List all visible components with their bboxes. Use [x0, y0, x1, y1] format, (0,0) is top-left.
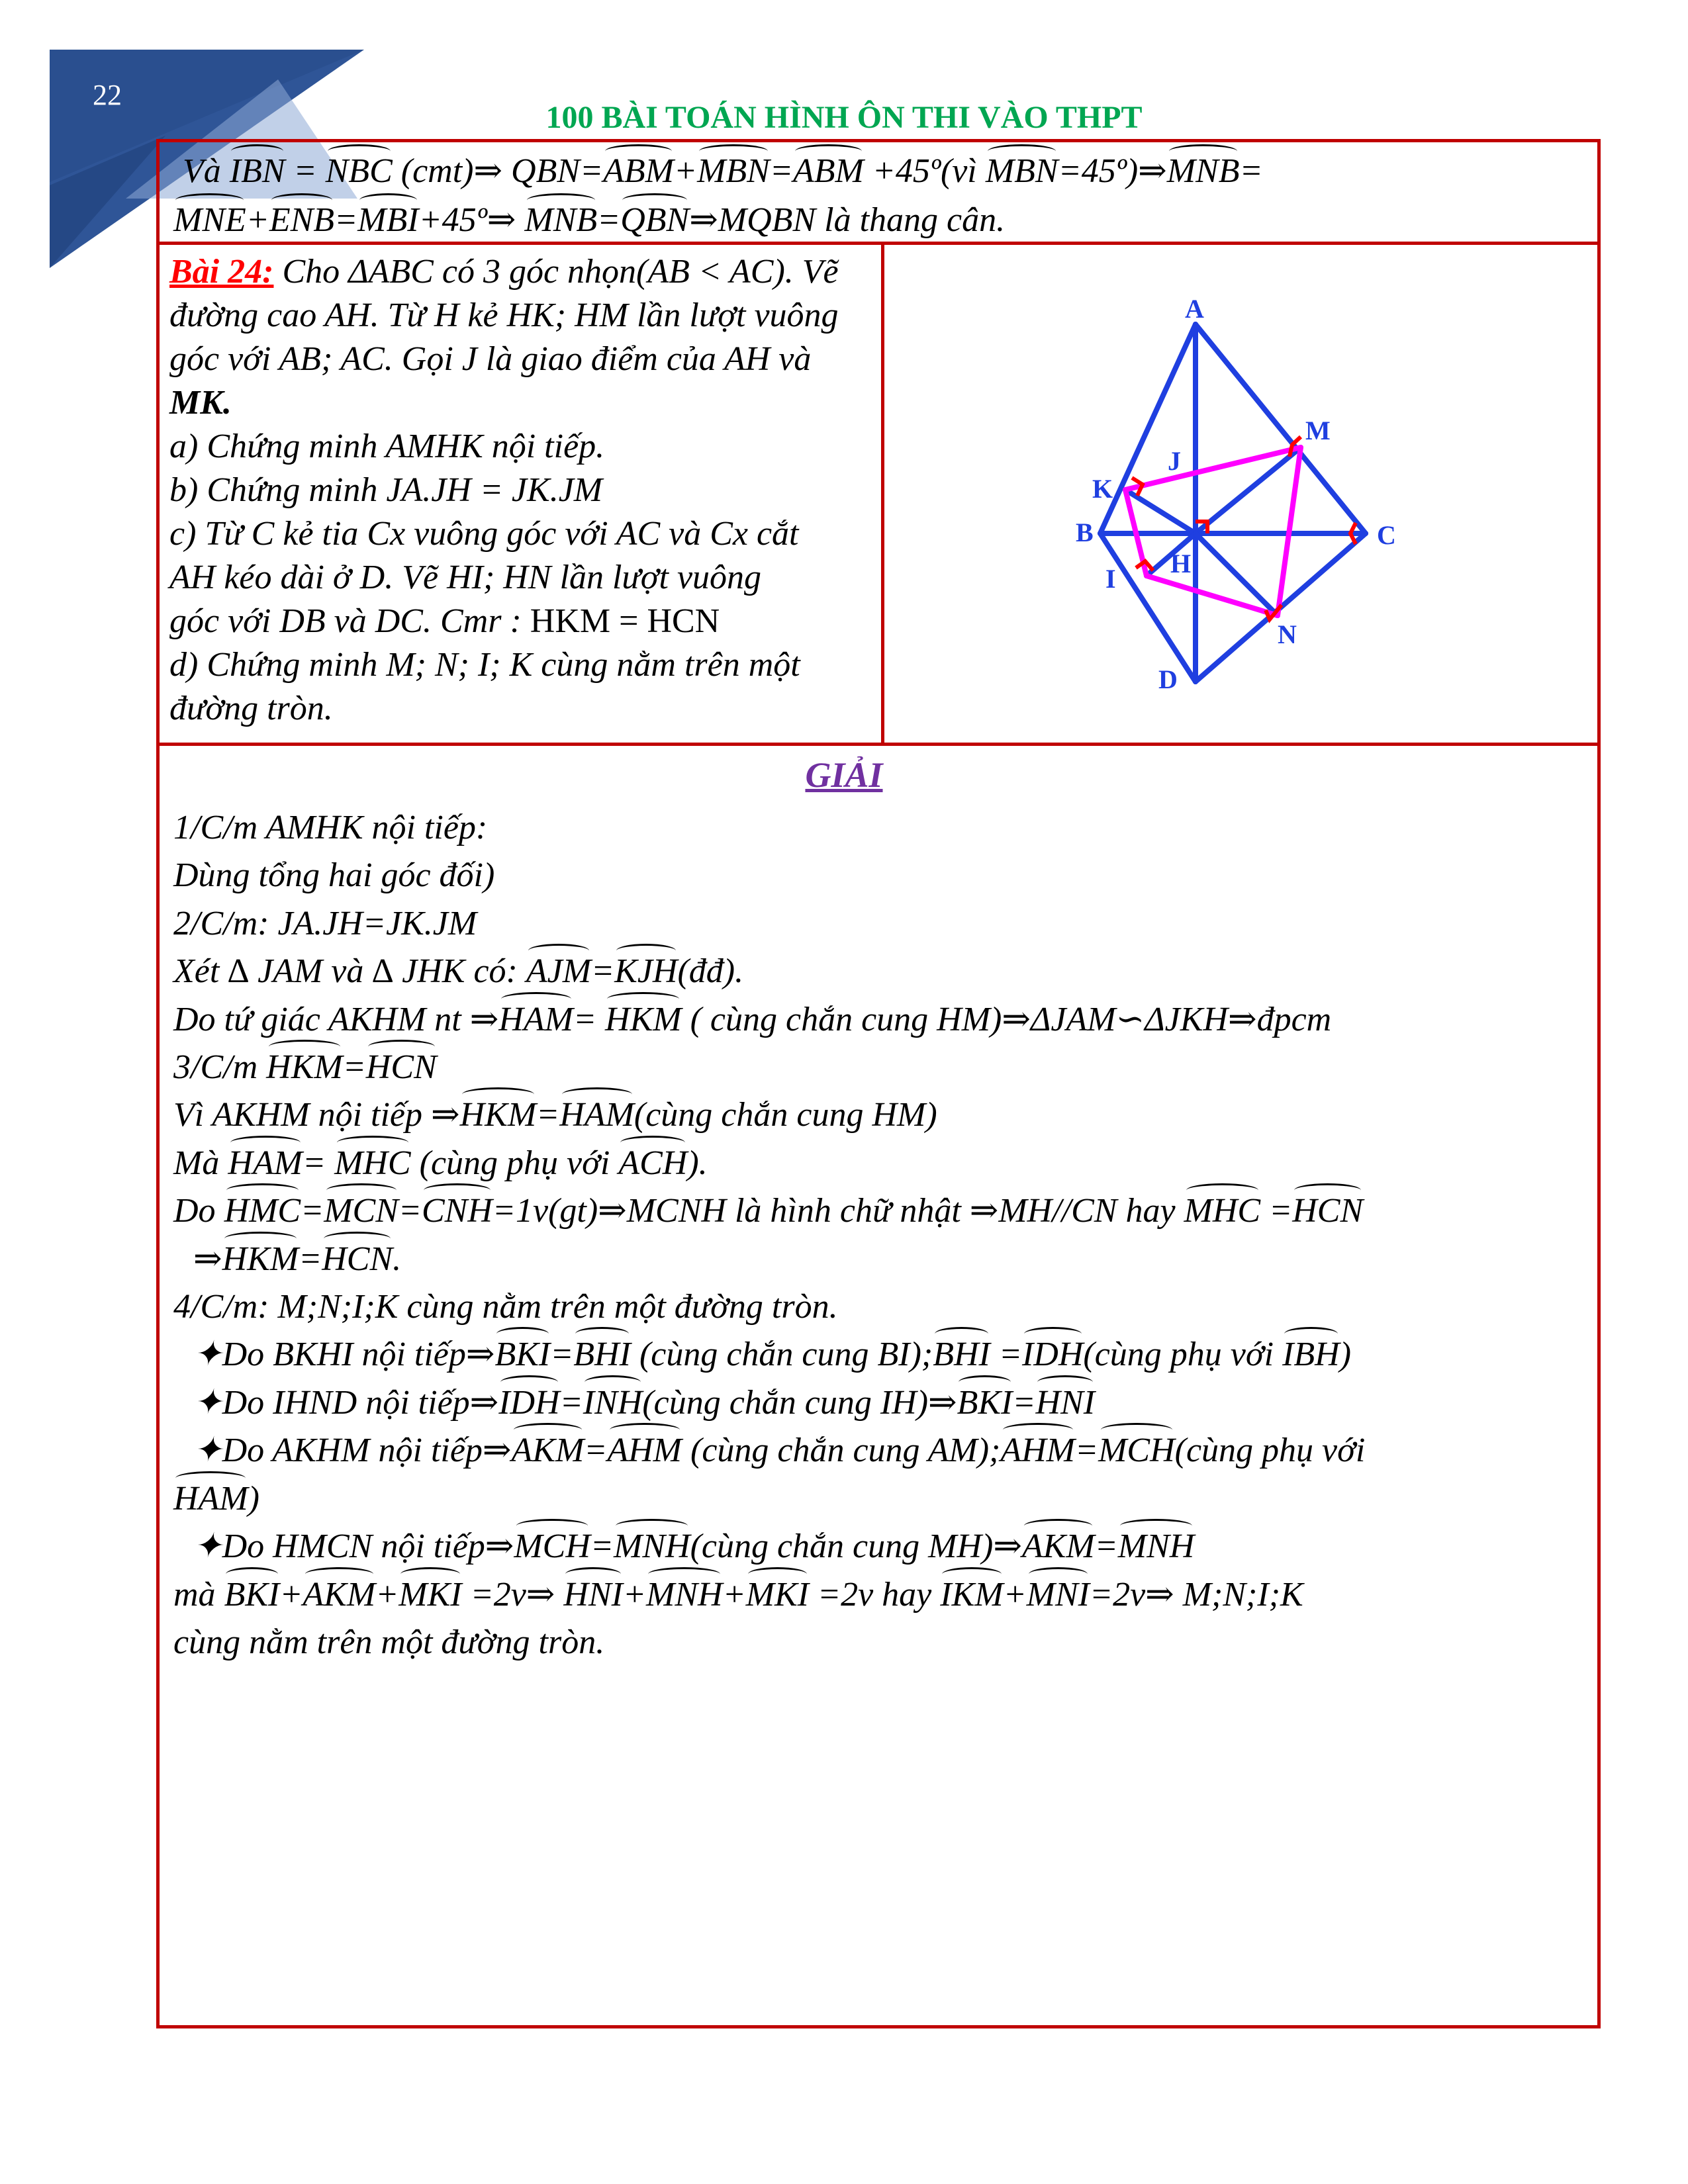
page-title: 100 BÀI TOÁN HÌNH ÔN THI VÀO THPT: [545, 100, 1143, 135]
solution-line: ⇒HKM=HCN.: [173, 1236, 1365, 1283]
solution-line: ✦Do BKHI nội tiếp⇒BKI=BHI (cùng chắn cung BI);BHI =IDH(cùng phụ với IBH): [173, 1331, 1365, 1379]
problem-line: góc với AB; AC. Gọi J là giao điểm của AH và: [169, 340, 812, 378]
problem-line: b) Chứng minh JA.JH = JK.JM: [169, 471, 603, 509]
problem-statement: [169, 250, 839, 731]
solution-line: cùng nằm trên một đường tròn.: [173, 1623, 605, 1661]
problem-line: đường tròn.: [169, 690, 333, 727]
problem-line: AH kéo dài ở D. Vẽ HI; HN lần lượt vuông: [169, 559, 762, 596]
problem-line: đường cao AH. Từ H kẻ HK; HM lần lượt vuông: [169, 296, 839, 334]
problem-line: Bài 24: Cho ΔABC có 3 góc nhọn(AB < AC). Vẽ: [169, 253, 839, 291]
problem-line: góc với DB và DC. Cmr : HKM = HCN: [169, 602, 720, 640]
solution-line: Do tứ giác AKHM nt ⇒HAM= HKM ( cùng chắn cung HM)⇒ΔJAM∽ΔJKH⇒đpcm: [173, 996, 1365, 1044]
solution-line: 4/C/m: M;N;I;K cùng nằm trên một đường tròn.: [173, 1288, 838, 1326]
solution-line: ✦Do HMCN nội tiếp⇒MCH=MNH(cùng chắn cung MH)⇒AKM=MNH: [173, 1523, 1365, 1570]
solution-line: mà BKI+AKM+MKI =2v⇒ HNI+MNH+MKI =2v hay IKM+MNI=2v⇒ M;N;I;K: [173, 1571, 1365, 1619]
solution-body: [173, 804, 1365, 1666]
segment-ac: [1196, 324, 1366, 533]
continuation-line-1: Và IBN = NBC (cmt)⇒ QBN=ABM+MBN=ABM +45º(vì MBN=45º)⇒MNB=: [183, 148, 1263, 195]
label-k: K: [1092, 474, 1113, 504]
solution-line: 2/C/m: JA.JH=JK.JM: [173, 904, 477, 942]
problem-line: d) Chứng minh M; N; I; K cùng nằm trên một: [169, 646, 800, 684]
solution-title: GIẢI: [805, 755, 883, 795]
geometry-diagram: [887, 248, 1589, 738]
solution-line: Dùng tổng hai góc đối): [173, 856, 495, 895]
problem-line: MK.: [169, 384, 232, 422]
label-n: N: [1278, 619, 1297, 649]
solution-line: Xét ∆ JAM và ∆ JHK có: AJM=KJH(đđ).: [173, 948, 1365, 995]
solution-line: ✦Do AKHM nội tiếp⇒AKM=AHM (cùng chắn cung AM);AHM=MCH(cùng phụ với: [173, 1427, 1365, 1475]
label-c: C: [1377, 520, 1396, 550]
label-d: D: [1158, 664, 1178, 694]
page-number: 22: [93, 79, 122, 111]
label-m: M: [1305, 416, 1331, 445]
problem-label: Bài 24:: [169, 253, 274, 291]
solution-line: 1/C/m AMHK nội tiếp:: [173, 809, 488, 846]
solution-line: ✦Do IHND nội tiếp⇒IDH=INH(cùng chắn cung IH)⇒BKI=HNI: [173, 1379, 1365, 1427]
label-j: J: [1168, 446, 1181, 476]
label-h: H: [1170, 549, 1192, 578]
solution-line: HAM): [173, 1475, 1365, 1523]
solution-line: 3/C/m HKM=HCN: [173, 1044, 1365, 1091]
label-a: A: [1185, 294, 1204, 324]
problem-line: a) Chứng minh AMHK nội tiếp.: [169, 428, 605, 465]
continuation-line-2: MNE+ENB=MBI+45º⇒ MNB=QBN⇒MQBN là thang cân.: [173, 197, 1005, 244]
label-i: I: [1105, 564, 1116, 594]
solution-line: Vì AKHM nội tiếp ⇒HKM=HAM(cùng chắn cung HM): [173, 1091, 1365, 1139]
label-b: B: [1076, 518, 1094, 547]
problem-line: c) Từ C kẻ tia Cx vuông góc với AC và Cx cắt: [169, 515, 799, 553]
solution-line: Do HMC=MCN=CNH=1v(gt)⇒MCNH là hình chữ nhật ⇒MH//CN hay MHC =HCN: [173, 1187, 1365, 1235]
solution-line: Mà HAM= MHC (cùng phụ với ACH).: [173, 1140, 1365, 1187]
